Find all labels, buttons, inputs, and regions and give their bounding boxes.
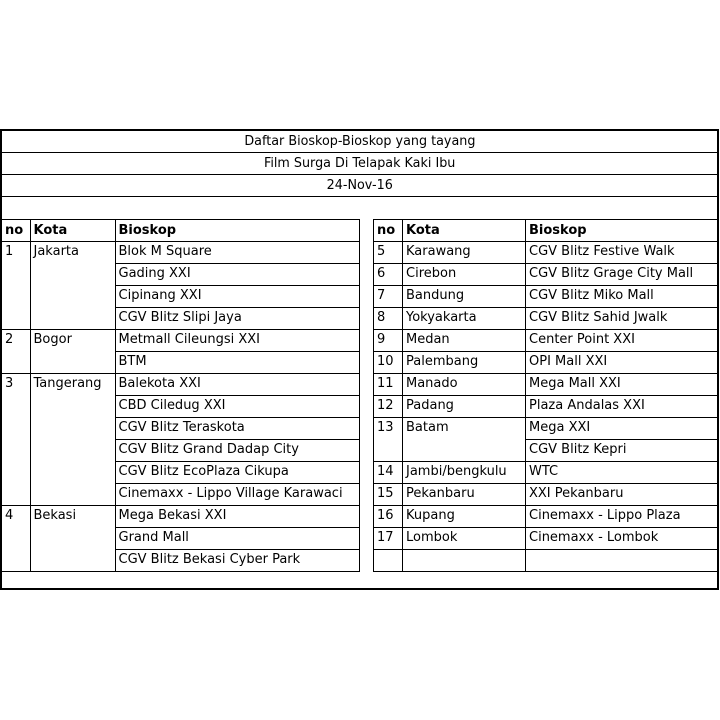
row-number xyxy=(2,264,30,286)
cinema-name: Cipinang XXI xyxy=(115,286,359,308)
city-name: Batam xyxy=(403,418,526,440)
empty-cell xyxy=(374,550,403,572)
column-header-no: no xyxy=(374,220,403,242)
row-number: 6 xyxy=(374,264,403,286)
city-name: Manado xyxy=(403,374,526,396)
cinema-name: CGV Blitz EcoPlaza Cikupa xyxy=(115,462,359,484)
city-name xyxy=(30,528,115,550)
empty-cell xyxy=(403,550,526,572)
row-number xyxy=(2,286,30,308)
cinema-name: Gading XXI xyxy=(115,264,359,286)
cinema-name: Blok M Square xyxy=(115,242,359,264)
row-number xyxy=(2,440,30,462)
row-number: 1 xyxy=(2,242,30,264)
table-row xyxy=(2,440,359,462)
empty-row xyxy=(374,550,719,572)
table-row xyxy=(2,462,359,484)
city-name xyxy=(30,286,115,308)
cinema-name: CGV Blitz Miko Mall xyxy=(526,286,719,308)
cinema-name: Mega Mall XXI xyxy=(526,374,719,396)
cinema-name: XXI Pekanbaru xyxy=(526,484,719,506)
table-row xyxy=(2,286,359,308)
row-number xyxy=(2,550,30,572)
cinema-name: CBD Ciledug XXI xyxy=(115,396,359,418)
column-header-bioskop: Bioskop xyxy=(526,220,719,242)
table-row xyxy=(2,506,359,528)
row-number xyxy=(2,308,30,330)
city-name: Bekasi xyxy=(30,506,115,528)
cinema-name: Mega Bekasi XXI xyxy=(115,506,359,528)
row-number: 5 xyxy=(374,242,403,264)
cinema-name: CGV Blitz Kepri xyxy=(526,440,719,462)
table-row xyxy=(374,242,719,264)
table-row xyxy=(374,286,719,308)
column-header-no: no xyxy=(2,220,30,242)
film-title: Film Surga Di Telapak Kaki Ibu xyxy=(263,156,456,171)
city-name xyxy=(30,462,115,484)
cinema-name: OPI Mall XXI xyxy=(526,352,719,374)
film-row xyxy=(2,153,717,175)
column-header-kota: Kota xyxy=(30,220,115,242)
city-name: Padang xyxy=(403,396,526,418)
table-row xyxy=(2,352,359,374)
cinema-name: CGV Blitz Slipi Jaya xyxy=(115,308,359,330)
table-row xyxy=(2,550,359,572)
cinema-name: Metmall Cileungsi XXI xyxy=(115,330,359,352)
row-number xyxy=(2,418,30,440)
cinema-name: CGV Blitz Sahid Jwalk xyxy=(526,308,719,330)
cinema-name: Grand Mall xyxy=(115,528,359,550)
cinema-name: Cinemaxx - Lombok xyxy=(526,528,719,550)
cinema-name: Mega XXI xyxy=(526,418,719,440)
title-row xyxy=(2,131,717,153)
row-number: 9 xyxy=(374,330,403,352)
city-name: Jambi/bengkulu xyxy=(403,462,526,484)
cinema-name: CGV Blitz Teraskota xyxy=(115,418,359,440)
city-name xyxy=(30,418,115,440)
column-header-bioskop: Bioskop xyxy=(115,220,359,242)
row-number: 11 xyxy=(374,374,403,396)
table-row xyxy=(374,484,719,506)
row-number xyxy=(2,352,30,374)
cinema-name: Balekota XXI xyxy=(115,374,359,396)
column-header-kota: Kota xyxy=(403,220,526,242)
cinema-list-sheet xyxy=(0,129,719,590)
row-number: 4 xyxy=(2,506,30,528)
table-row xyxy=(374,440,719,462)
table-row xyxy=(374,308,719,330)
city-name xyxy=(30,440,115,462)
city-name: Bogor xyxy=(30,330,115,352)
table-header-row xyxy=(374,220,719,242)
city-name: Yokyakarta xyxy=(403,308,526,330)
row-number xyxy=(2,484,30,506)
row-number: 3 xyxy=(2,374,30,396)
row-number: 16 xyxy=(374,506,403,528)
empty-cell xyxy=(526,550,719,572)
cinema-name: CGV Blitz Festive Walk xyxy=(526,242,719,264)
table-row xyxy=(2,484,359,506)
table-row xyxy=(374,506,719,528)
city-name: Pekanbaru xyxy=(403,484,526,506)
table-row xyxy=(2,330,359,352)
city-name xyxy=(30,396,115,418)
table-row xyxy=(374,352,719,374)
city-name xyxy=(30,264,115,286)
cinema-name: Cinemaxx - Lippo Plaza xyxy=(526,506,719,528)
city-name xyxy=(403,440,526,462)
row-number xyxy=(2,396,30,418)
city-name xyxy=(30,484,115,506)
date-row xyxy=(2,175,717,197)
row-number xyxy=(374,440,403,462)
row-number: 12 xyxy=(374,396,403,418)
row-number: 13 xyxy=(374,418,403,440)
city-name xyxy=(30,308,115,330)
cinema-name: BTM xyxy=(115,352,359,374)
city-name: Karawang xyxy=(403,242,526,264)
row-number: 14 xyxy=(374,462,403,484)
table-row xyxy=(2,264,359,286)
row-number xyxy=(2,462,30,484)
table-row xyxy=(2,242,359,264)
table-row xyxy=(374,374,719,396)
cinema-table-right xyxy=(373,219,719,572)
city-name: Palembang xyxy=(403,352,526,374)
table-row xyxy=(374,418,719,440)
row-number: 10 xyxy=(374,352,403,374)
city-name: Cirebon xyxy=(403,264,526,286)
table-row xyxy=(374,528,719,550)
city-name xyxy=(30,550,115,572)
row-number: 8 xyxy=(374,308,403,330)
table-row xyxy=(374,264,719,286)
cinema-name: CGV Blitz Bekasi Cyber Park xyxy=(115,550,359,572)
release-date: 24-Nov-16 xyxy=(326,178,393,193)
cinema-name: WTC xyxy=(526,462,719,484)
table-header-row xyxy=(2,220,359,242)
table-row xyxy=(2,374,359,396)
city-name: Medan xyxy=(403,330,526,352)
city-name xyxy=(30,352,115,374)
cinema-name: CGV Blitz Grand Dadap City xyxy=(115,440,359,462)
table-row xyxy=(2,308,359,330)
cinema-table-left xyxy=(2,219,360,572)
table-row xyxy=(2,396,359,418)
table-row xyxy=(374,396,719,418)
row-number: 2 xyxy=(2,330,30,352)
row-number: 7 xyxy=(374,286,403,308)
cinema-name: CGV Blitz Grage City Mall xyxy=(526,264,719,286)
city-name: Kupang xyxy=(403,506,526,528)
table-row xyxy=(374,330,719,352)
row-number: 15 xyxy=(374,484,403,506)
city-name: Tangerang xyxy=(30,374,115,396)
table-row xyxy=(374,462,719,484)
city-name: Bandung xyxy=(403,286,526,308)
list-title: Daftar Bioskop-Bioskop yang tayang xyxy=(243,134,476,149)
table-row xyxy=(2,418,359,440)
row-number xyxy=(2,528,30,550)
city-name: Jakarta xyxy=(30,242,115,264)
city-name: Lombok xyxy=(403,528,526,550)
cinema-name: Plaza Andalas XXI xyxy=(526,396,719,418)
cinema-name: Center Point XXI xyxy=(526,330,719,352)
table-row xyxy=(2,528,359,550)
row-number: 17 xyxy=(374,528,403,550)
cinema-name: Cinemaxx - Lippo Village Karawaci xyxy=(115,484,359,506)
